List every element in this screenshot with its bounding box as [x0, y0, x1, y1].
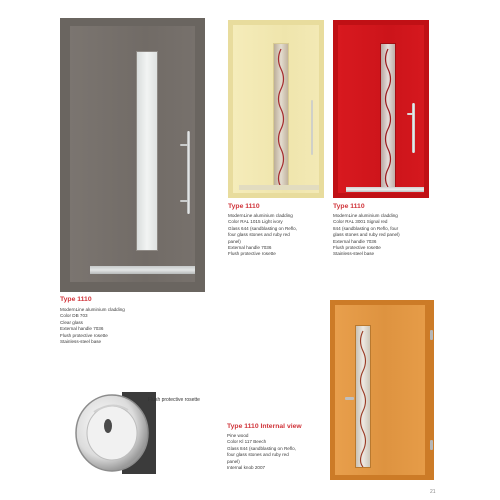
spec-line: ModernLine aluminium cladding [60, 307, 125, 312]
spec-line: 844 (sandblasting on Reflo, four [333, 225, 399, 231]
spec-line: four glass stones and ruby red [227, 452, 289, 458]
grey-door-handle-arm-top [180, 144, 188, 146]
red-door-glass [380, 43, 396, 188]
spec-line: External handle 7036 [60, 326, 104, 332]
ivory-door-leaf [233, 25, 319, 193]
spec-line: Flush protective rosette [333, 245, 381, 251]
spec-line: External handle 7036 [333, 238, 377, 244]
spec-line: Color Kl 117 Beech [227, 439, 267, 445]
rosette-caption [148, 388, 200, 406]
wood-door-hinge-top [430, 330, 433, 340]
spec-line: ModernLine aluminium cladding [228, 213, 293, 218]
grey-door-title: Type 1110 [60, 296, 92, 303]
wood-door-hinge-bottom [430, 440, 433, 450]
wood-door-caption [227, 423, 302, 471]
ivory-door-handle [311, 100, 313, 155]
ivory-door-specs [228, 213, 297, 258]
red-door-image [333, 20, 429, 198]
wood-door-specs [227, 433, 302, 471]
spec-line: Flush protective rosette [60, 332, 108, 338]
rosette-closeup-drawing [72, 392, 156, 474]
spec-line: Flush protective rosette [228, 251, 276, 257]
ivory-door-steel-base [239, 185, 319, 190]
spec-line: Color DB 703 [60, 313, 88, 319]
red-door-caption [333, 203, 400, 258]
red-door-steel-base [346, 187, 424, 192]
spec-line: Stainless-steel base [60, 339, 102, 345]
red-door-handle [412, 103, 415, 153]
spec-line: Glass 844 (sandblasting on Reflo, [227, 445, 296, 451]
grey-door-glass [136, 51, 158, 251]
grey-door-leaf [70, 26, 195, 282]
spec-line: Clear glass [60, 319, 83, 325]
ivory-door-image [228, 20, 324, 198]
spec-line: ModernLine aluminium cladding [333, 213, 398, 218]
spec-line: Internal knob 2007 [227, 465, 266, 471]
grey-door-image [60, 18, 205, 292]
rosette-label: Flush protective rosette [148, 397, 200, 403]
grey-door-handle-arm-bottom [180, 200, 188, 202]
spec-line: Color RAL 1015 Light ivory [228, 219, 283, 225]
red-door-leaf [338, 25, 424, 193]
wood-door-image [330, 300, 434, 480]
spec-line: panel) [227, 458, 240, 464]
red-door-handle-arm [407, 113, 413, 115]
grey-door-specs [60, 307, 125, 345]
rosette-closeup-image [72, 392, 156, 474]
spec-line: External handle 7036 [228, 245, 272, 251]
wood-door-glass-wave [356, 326, 370, 467]
ivory-door-title: Type 1110 [228, 203, 260, 210]
wood-door-title: Type 1110 Internal view [227, 423, 302, 430]
ivory-door-caption [228, 203, 297, 258]
grey-door-steel-base [90, 266, 195, 274]
red-door-glass-wave [381, 44, 395, 187]
spec-line: Pine wood [227, 433, 249, 438]
wood-door-knob [345, 397, 354, 400]
spec-line: Color RAL 3001 Signal red [333, 219, 388, 225]
spec-line: Stainless-steel base [333, 251, 375, 257]
page-number: 21 [430, 489, 436, 495]
spec-line: four glass stones and ruby red [228, 232, 290, 238]
spec-line: panel) [228, 238, 241, 244]
wood-door-leaf [335, 305, 425, 475]
grey-door-caption [60, 296, 125, 345]
red-door-title: Type 1110 [333, 203, 365, 210]
ivory-door-glass-wave [274, 44, 288, 187]
ivory-door-glass [273, 43, 289, 188]
spec-line: glass stones and ruby red panel) [333, 232, 400, 238]
spec-line: Glass 644 (sandblasting on Reflo, [228, 225, 297, 231]
wood-door-glass [355, 325, 371, 468]
red-door-specs [333, 213, 400, 258]
